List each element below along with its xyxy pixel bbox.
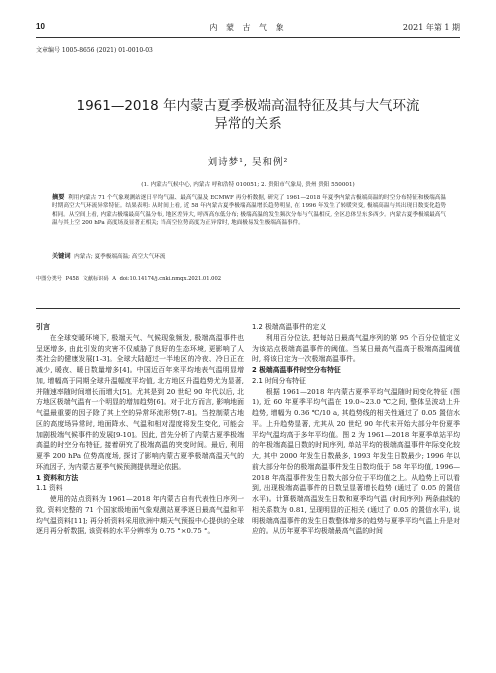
left-column <box>36 322 244 537</box>
abstract-text: 利用内蒙古 71 个气象观测站逐日平均气温、最高气温及 ECMWF 再分析数据, 研究了 1961—2018 年夏季内蒙古极端高温的时空分布特征和极端高温时期高空大气环流异常特征。结果表明: 从时间上看, 近 58 年内蒙古夏季极端高温增长趋势明显, 在 1996 年发生了转暖突变, 极端高温与其出现日数变化趋势相同。从空间上看, 内蒙古极端最高气温分布, 地区差异大, 呼西高东低分布; 极端高温的发生频次分布与气温相反, 全区总体呈东多西少。内蒙古夏季极端最高气温与其上空 200 hPa 高度场及显著正相关; 当高空位势高度为正异常时, 地面极易发生极端高温事件。 <box>52 195 446 227</box>
header-rule <box>36 37 460 38</box>
body-paragraph: 在全球变暖环境下, 极端天气、气候现象频发, 极端高温事件也呈逐增多, 由此引发的灾害不仅威胁了良好的生态环境, 更影响了人类社会的健康发展[1-3]。全球大陆超过一半地区的冷夜、冷日正在减少, 暖夜、暖日数量增多[4]。中国近百年来平均地表气温明显增加, 增幅高于同期全球升温幅度平均值, 北方地区升温趋势尤为显著, 并随速率随时间增长而增大[5]。尤其是到 20 世纪 90 年代以后, 北方地区极端气温有一个明显的增加趋势[6]。对于北方而言, 影响地面气温最重要的因子除了其上空的异常环流形势[7-8]。当控制蒙古地区的高度场异常时, 地面降水、气温和相对湿度将发生变化, 可能会加剧极端气候事件的发展[9-10]。因此, 首先分析了内蒙古夏季极端高温的时空分布特征, 接着研究了极端高温的突变时间。最后, 利用夏季 200 hPa 位势高度场, 探讨了影响内蒙古夏季极端高温天气的环流因子, 为内蒙古夏季气候预测提供理论依据。 <box>36 333 244 471</box>
section-heading: 2 极端高温事件时空分布特征 <box>252 366 341 374</box>
body-paragraph: 利用百分位法, 把每站日最高气温序列的第 95 个百分位值定义为该站点极端高温事件的阈值。当某日最高气温高于极端高温阈值时, 将该日定为一次极端高温事件。 <box>252 333 460 364</box>
journal-name: 内 蒙 古 气 象 <box>209 23 287 32</box>
page-number: 10 <box>36 22 45 31</box>
author-list: 刘诗梦¹, 吴和例² <box>207 157 289 168</box>
section-heading: 1 资料和方法 <box>36 473 79 482</box>
issue-label: 2021 年第 1 期 <box>402 23 460 32</box>
keywords-text: 内蒙古; 夏季极端高温; 高空大气环流 <box>74 254 166 260</box>
body-paragraph: 使用的站点资料为 1961—2018 年内蒙古自有代表性日序列一致, 资料完整的 71 个国家级地面气象观测站夏季逐日最高气温和平均气温资料[11]; 再分析资料采用欧洲中期天气预报中心提供的全球逐月再分析数据, 该资料的水平分辨率为 0.75 °×0.75 °。 <box>36 495 244 536</box>
abstract <box>52 194 446 228</box>
title-line-1: 1961—2018 年内蒙古夏季极端高温特征及其与大气环流 <box>76 98 420 114</box>
keywords-label: 关键词 <box>52 253 71 260</box>
section-heading: 引言 <box>36 323 50 331</box>
body-paragraph: 根据 1961—2018 年内蒙古夏季平均气温随时间变化特征 (图 1), 近 60 年夏季平均气温在 19.0~23.0 ℃之间, 整体呈波动上升趋势, 增幅为 0.36 ℃/10 a, 其趋势线的相关性通过了 0.05 置信水平。上升趋势显著, 尤其从 20 世纪 90 年代末开始大部分年份夏季平均气温均高于多年平均值。图 2 为 1961—2018 年夏季单站平均的年极端高温日数的时间序列, 单站平均的极端高温事件年际变化较大, 其中 2000 年发生日数最多, 1993 年发生日数最少; 1996 年以前大部分年份的极端高温事件发生日数均低于 58 年平均值, 1996—2018 年高温事件发生日数大部分位于平均值之上。从趋势上可以看到, 出现极端高温事件的日数呈显著增长趋势 (通过了 0.05 的置信水平)。计算极端高温发生日数和夏季均气温 (时间序列) 两条曲线的相关系数为 0.81, 呈现明显的正相关 (通过了 0.05 的置信水平), 说明极端高温事件的发生日数整体增多的趋势与夏季平均气温上升是对应的。从历年夏季平均极端最高气温的时间 <box>252 387 460 536</box>
affiliation: (1. 内蒙古气候中心, 内蒙古 呼和浩特 010051; 2. 贵阳市气象局, 贵州 贵阳 550001) <box>141 182 355 188</box>
right-column <box>252 322 460 537</box>
title-line-2: 异常的关系 <box>214 116 282 132</box>
body-rule <box>36 308 460 309</box>
keywords <box>52 251 446 260</box>
article-number: 文章编号 1005-8656 (2021) 01-0010-03 <box>36 47 153 54</box>
abstract-label: 摘要 <box>52 194 65 201</box>
paper-title <box>36 97 460 133</box>
section-heading: 2.1 时间分布特征 <box>252 376 306 385</box>
section-heading: 1.1 资料 <box>36 484 63 493</box>
section-heading: 1.2 极端高温事件的定义 <box>252 323 327 331</box>
running-header <box>36 22 460 34</box>
classification-line: 中图分类号 P458 文献标识码 A doi:10.14174/j.cnki.nmqx.2021.01.002 <box>36 276 222 282</box>
